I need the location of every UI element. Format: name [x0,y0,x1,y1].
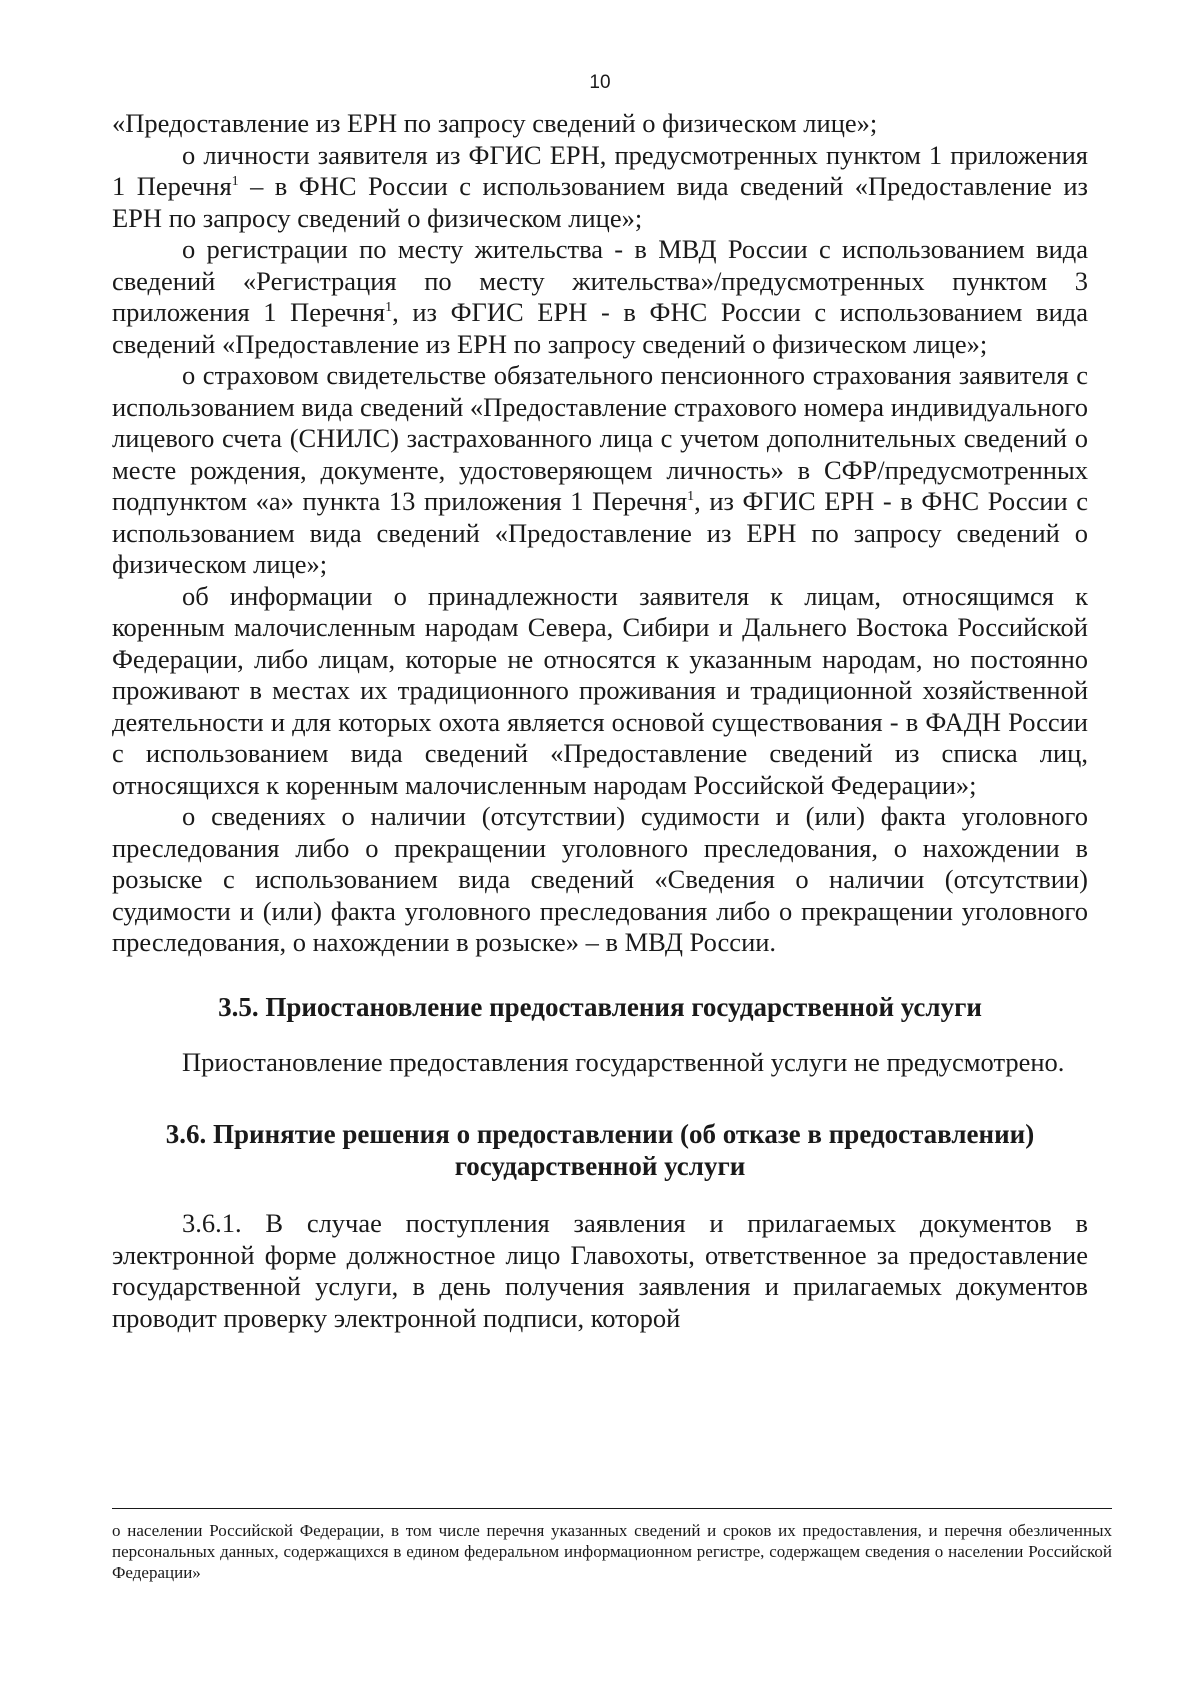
footnote-text: о населении Российской Федерации, в том числе перечня указанных сведений и сроков их предоставления, и перечня обезличенных персональных данных, содержащихся в едином федеральном информационном регистре, содержащем сведения о населении Российской Федерации» [112,1521,1112,1582]
paragraph-text: о личности заявителя из ФГИС ЕРН, предусмотренных пунктом 1 приложения 1 Перечня [112,139,1088,201]
footnote-marker: 1 [687,489,695,505]
paragraph [112,140,1088,235]
document-body [112,108,1088,1334]
section-heading-3-5: 3.5. Приостановление предоставления государственной услуги [218,991,982,1022]
footnote-marker: 1 [385,300,393,316]
paragraph-text: о страховом свидетельстве обязательного пенсионного страхования заявителя с использованием вида сведений «Предоставление страхового номера индивидуального лицевого счета (СНИЛС) застрахованного лица с учетом дополнительных сведений о месте рождения, документе, удостоверяющем личность» в СФР/предусмотренных подпунктом «а» пункта 13 приложения 1 Перечня [112,360,1088,516]
paragraph: о сведениях о наличии (отсутствии) судимости и (или) факта уголовного преследования либо о прекращении уголовного преследования, о нахождении в розыске с использованием вида сведений «Сведения о наличии (отсутствии) судимости и (или) факта уголовного преследования либо о прекращении уголовного преследования, о нахождении в розыске» – в МВД России. [112,801,1088,957]
footnote-divider [112,1508,1112,1509]
section-heading-3-6: 3.6. Принятие решения о предоставлении (об отказе в предоставлении) государственной услуги [165,1119,1035,1181]
paragraph [112,234,1088,360]
paragraph-text: , из ФГИС ЕРН - в ФНС России с использованием вида сведений «Предоставление из ЕРН по запросу сведений о физическом лице»; [112,297,1088,359]
footnote-marker: 1 [231,174,239,190]
paragraph: 3.6.1. В случае поступления заявления и прилагаемых документов в электронной форме должностное лицо Главохоты, ответственное за предоставление государственной услуги, в день получения заявления и прилагаемых документов проводит проверку электронной подписи, которой [112,1208,1088,1333]
paragraph-text: – в ФНС России с использованием вида сведений «Предоставление из ЕРН по запросу сведений о физическом лице»; [112,171,1089,233]
paragraph: «Предоставление из ЕРН по запросу сведений о физическом лице»; [112,108,878,138]
paragraph-text: , из ФГИС ЕРН - в ФНС России с использованием вида сведений «Предоставление из ЕРН по запросу сведений о физическом лице»; [112,486,1088,579]
paragraph: Приостановление предоставления государственной услуги не предусмотрено. [182,1046,1065,1077]
paragraph-text: о регистрации по месту жительства - в МВД России с использованием вида сведений «Регистрация по месту жительства»/предусмотренных пунктом 3 приложения 1 Перечня [112,234,1088,327]
page-number: 10 [589,72,611,93]
paragraph: об информации о принадлежности заявителя к лицам, относящимся к коренным малочисленным народам Севера, Сибири и Дальнего Востока Российской Федерации, либо лицам, которые не относятся к указанным народам, но постоянно проживают в местах их традиционного проживания и традиционной хозяйственной деятельности и для которых охота является основой существования - в ФАДН России с использованием вида сведений «Предоставление сведений из списка лиц, относящихся к коренным малочисленным народам Российской Федерации»; [112,580,1088,800]
paragraph [112,360,1088,581]
